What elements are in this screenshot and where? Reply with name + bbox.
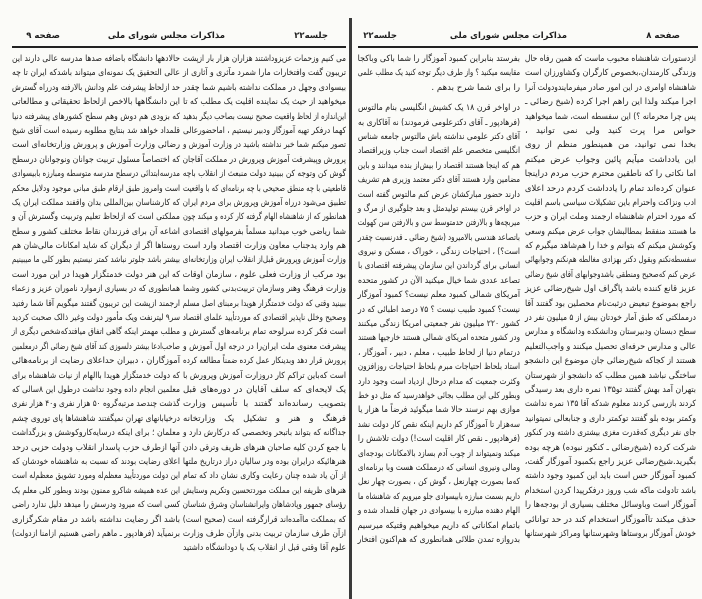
text-line: هستند از کجاکه شیخ‌رضائی جان موضوع این دانشجو <box>524 356 696 367</box>
text-line: است؟) ، احتیاجات زندگی ، خوراک ، مسکن و نیروی <box>358 247 520 258</box>
text-line: است وامروز طبق ارقام طبق مبانی موجود ودلایل محکم <box>11 183 180 194</box>
text-line: مقایسه میکنید ؟ واز طرف دیگر توجه کنید یک مطلب علمی <box>357 68 520 79</box>
text-line: عالی و مدارس حرفه‌ای تحصیل میکنند و واجب‌التعلیم <box>524 341 696 352</box>
text-line: علوم آقا وقتی قبل از انقلاب یک یا دودانشگاه داشتید <box>183 543 346 554</box>
right-page <box>352 0 702 599</box>
text-line: ساختگی نباشد همین مطلب که دانشجو از شهرستان <box>525 370 696 381</box>
text-line: سطح دبستان ودبیرستان ودانشکده ودانشگاه و مدارس <box>525 327 696 338</box>
text-line: که اختصاصاً مسئول تربیت جوانان ونوجوانان درسطح <box>11 154 181 165</box>
text-line: فرهنگ و هنر و تشکیل یک وزارتخانه <box>183 413 346 424</box>
text-line: تصاعد عددی شما خیال میکنید الآن در کشور متحده <box>357 275 520 286</box>
text-line: قاطعیتی با چه منطق صحیحی با چه برنامه‌ای که با واقعیت <box>183 183 346 194</box>
text-line: که بزودی هم دوش وهم سطح کشورهای پیشرفته دنیا <box>12 111 180 122</box>
text-line: بگیرید.شیخ‌رضائی عزیز راجع بکمبود آموزگار گفت، <box>524 456 696 467</box>
text-line: کهما درفکر تهیه آموزگار ودبیر نیستیم ، اماحضورعالی <box>183 125 346 136</box>
text-line: باتصاعد هندسی بالامیرود (شیخ رضائی ـ قدرنسبت چقدر <box>357 232 520 243</box>
text-line: است فکر کرده سرلوحه تمام برنامه‌های گسترش و <box>182 327 346 338</box>
text-line: پرورش قرار دهد وبدینکار عمل کرده ضمناً مطالعه کرده <box>183 356 346 367</box>
text-line: باتمام امکاناتی که داریم میخواهیم وقتیکه میرسیم <box>357 520 520 531</box>
text-line: هم که اینجا هستند اقتصاد را بیش‌از بنده میدانند و باین <box>357 160 520 171</box>
text-line: عزیز قانع کننده باشد پاگراف اول شیخ‌رضائی عزیز <box>525 284 696 295</box>
text-line: هنرهائیکه درایران بوده ودر سالیان دراز درتاریخ ملتها <box>182 456 346 467</box>
text-line: انگلیسی متخصص علم اقتصاد است جناب وزیراقتصاد <box>358 146 520 157</box>
text-line: شما ریاضی خوب میدانید مسلماً بفرمولهای اقتصادی <box>182 226 346 237</box>
text-line: مضامین وارد هستند آقای دکتر معتمد وزیری هم تشریف <box>357 175 520 186</box>
text-line: یک لایحه‌ای که سلف آقایان در دوره‌های قبل <box>183 384 346 395</box>
text-line: آنها ازطرف حزب پاسدار انقلاب ودولت حزبی درحد <box>12 442 180 453</box>
text-line: عالی التحقیق یک نمونه‌ای میتواند باشدکه ایران تا چه <box>12 68 180 79</box>
text-line: این یادداشت میآیم پائین وجواب عرض میکنم <box>525 154 696 165</box>
session-number: جلسه۲۲ <box>363 31 397 41</box>
text-line: که دولت خدمتگزار هویدا باالهام از نیات شاهنشاه برای <box>11 370 181 381</box>
text-line: بیشتر باشد جلوتر نباشد کمتر نیستیم بطور کلی ما میبینیم <box>12 255 180 266</box>
text-line: وبطور کلی این مطلب بجائی خواهدرسید که مثل دو خط <box>358 390 520 401</box>
text-line: ادب ونزاکت واحترام باین تشکیلات سیاسی باسم اقلیت <box>524 197 696 208</box>
text-line: وکثرت جمعیت که مدام درحال ازدیاد است وجود دارد <box>358 376 520 387</box>
header-title: مذاکرات مجلس شورای ملی <box>449 31 567 41</box>
text-line: بیسوادی وجهل در مملکت نداشته باشیم شما چقدر <box>183 82 346 93</box>
text-line: کسی است که میرود ودرسش را میدهد دلیل ندارد راضی <box>12 500 180 511</box>
text-line: تصور میکنم شما خبر نداشته باشید در وزارت آموزش و <box>183 140 346 151</box>
header-rule <box>12 46 346 48</box>
text-line: همانطوری که در بسیاری ازموارد ناموران عزیز و زعماء <box>11 284 180 295</box>
text-line: وزندگی کارمندان،بخصوص کارگران وکشاورزان است <box>525 68 696 79</box>
text-line: آموزگار است وباوسائل مختلف بسیاری از بودجه‌ها را <box>524 500 696 511</box>
text-line: پیشرفت معنوی ملت ایران‌را در درجه اول آموزش و <box>183 341 346 352</box>
text-line: پرورش وپیشرفت آموزش وپرورش در مملکت آقاجان <box>182 154 346 165</box>
text-line: ازدستورات شاهنشاه محبوب ماست که همین رفاه حال <box>524 54 696 64</box>
text-column <box>183 52 346 556</box>
text-line: اعلای رضایت بودند که نسبت به شاهنشاه خودشان که <box>12 456 180 467</box>
page-header <box>0 31 350 45</box>
text-line: بدروازه تمدن طلائی همانطوری که هم‌اکنون افتخار <box>357 534 520 545</box>
text-line: همانطور که از شاهنشاه الهام گرفته کار کرده و میکند چون <box>183 212 346 223</box>
text-line: قلمداد خواهد شد بنتایج مطلوبه رسیده است آقای شیخ <box>12 125 180 136</box>
page-number: صفحه ۹ <box>26 31 60 41</box>
text-line: آموزگاران ، دبیران حداعلای رضایت از برنامه‌هائی <box>11 356 181 367</box>
text-line: الهام دهنده مبارزه با بیسوادی در جهان قلمداد شده و <box>357 506 520 517</box>
text-line: (فرهادپور ـ نقص کار اقلیت است!) دولت تلاشش را <box>357 434 520 445</box>
text-line: صاحب‌ادعا بیشتر دلسوزی کند آقای شیخ رضائی اگر درمعلمین <box>12 341 180 352</box>
text-line: سه‌هزار تا آموزگار کم داریم اینکه نقص کار دولت نشد <box>357 419 520 430</box>
text-line: درتمام دنیا از لحاظ طبیب ، معلم ، دبیر ، آموزگار ، <box>358 347 520 358</box>
text-line: اما نکاتی را که ناطقین محترم حزب مردم دراینجا <box>524 169 696 180</box>
text-line: مملکتی است که ازلحاظ تعلیم وتربیت وگسترش آن و <box>12 212 180 223</box>
text-line: این‌اندازه از لحاظ واقعیت صحیح نیست بصاحب دیگر بدهید <box>182 111 346 122</box>
text-line: آقای دکتر علومی نداشته باش مالتوس جامعه شناس <box>357 131 520 142</box>
session-number: جلسه۲۲ <box>294 31 328 41</box>
text-line: روستاها اگر از دیگران که شاید امکانات مالی‌شان هم <box>11 241 181 252</box>
text-line: ازآن طرف سازمان تربیت بدنی وازآن طرف وزارت <box>182 528 346 539</box>
text-line: ببینید وقتی که دولت خدمتگزار هویدا برمبنای اصل مسلم <box>182 298 346 309</box>
text-line: پس چرا محرمانه ؟) این سفسطه است، شما میخواهید <box>525 111 696 122</box>
text-line: بود مرکب از وزارت فعلی علوم ، سازمان اوقات <box>182 269 346 280</box>
text-line: که این هنر دولت خدمتگزار هویدا در این مورد است <box>11 269 180 280</box>
text-line: عرض کنم که‌صحیح ومنطقی باشدوجوابهای آقای شیخ رضائی <box>525 269 696 280</box>
text-column <box>12 52 180 541</box>
page-number: صفحه ۸ <box>646 31 680 41</box>
text-line: ما هستند منفقط بمطالبشان جواب عرض میکنم وسعی <box>525 226 696 237</box>
text-line: درخیابانهای تهران نمیگفتند شاهنشاها پای توروی چشم <box>12 413 180 424</box>
text-line: در اواخر قرن ۱۸ یک کشیش انگلیسی بنام مالتوس <box>358 103 520 114</box>
text-line: معلمین انجام داده وجود نداشت درطول این ۸سالی که <box>12 384 181 395</box>
text-line: میخواهید از حیث یک نماینده اقلیت یک مطلب که تا <box>183 97 346 108</box>
text-line: نیست؟ کمبود طبیب نیست ؟ ۷۵ درصد اطبائی که در <box>358 304 520 315</box>
text-line: وکمتر بوده بلو گفتند توکمتر داری و جنابعالی نمیتوانید <box>524 413 696 424</box>
text-line: میکند ونمیتواند از چوب آدم بسازد بالامکانات بودجه‌ای <box>358 448 520 459</box>
text-line: هم وارد یدجناب معاون وزارت اقتصاد وارد است <box>183 241 346 252</box>
text-line: تریبون گفت وافتخارات مارا شمرد مآثری و آثاری از <box>182 68 346 79</box>
text-line: باشد تادولت ماکه شب وروز درفکرپیدا کردن استخدام <box>524 485 696 496</box>
text-line: عنوان کرده‌اند تمام را یادداشت کردم درحد اعلای <box>524 183 696 194</box>
text-line: استاد بلحاظ احتیاجات مبرم بلحاظ احتیاجات روزافزون <box>357 362 520 373</box>
text-line: ارجمند ازپشت این تریبون گفتند میگویم آقا شما رفتید <box>12 298 180 309</box>
text-line: این عده همیشه شاکرو ممنون بودند وبطور کلی معلم یک <box>11 485 180 496</box>
page-header <box>352 31 702 45</box>
text-line: وکوشش میکنم که بتوانم و خدا را هم‌شاهد میگیرم که <box>525 241 696 252</box>
text-line: خودش آموزگار بروستاها وشهرستانها ومراکز شهرستانها <box>524 528 696 539</box>
text-line: وصحیح وخلل ناپذیر اقتصادی که موردتأیید علمای اقتصاد <box>182 313 346 324</box>
text-line: مدرسه‌ابتدائی درسطح مدرسه متوسطه ومبارزه بابیسوادی <box>12 169 180 180</box>
text-line: وزارت آموزش وپرورش قبل‌از انقلاب ایران وزارتخانه‌ای <box>182 255 346 266</box>
text-column <box>525 52 696 541</box>
text-line: ودر کشور متحده امریکای شمالی هستند خارجیها هستند <box>358 333 520 344</box>
text-line: شرکت کرده (شیخ‌رضائی ـ کنکور نبوده) هرچه بوده <box>524 442 696 453</box>
text-line: بتهران آمد بهش گفتند تو۱۳۵ نمره داری بعد رسیدگی <box>524 384 696 395</box>
text-line: اشاعه آن برای فرزندان نقاط مختلف کشور و سطح <box>11 226 181 237</box>
text-line: (فرهادپور ـ آقای دکترعلومی فرمودند) نه آقاکاری به <box>358 117 520 128</box>
text-line: را برای شما شرح بدهم . <box>431 82 520 93</box>
text-line: با جمع کردن کلیه صاحبان هنرهای ظریف وترقی دادن <box>182 442 346 453</box>
text-line: حالادهها دانشگاه باضافه صدها مدرسه عالی دارند این <box>12 54 180 64</box>
text-line: حذف میکند تاآموزگار استخدام کند در حد توانائی <box>524 514 696 525</box>
text-line: حواس مرا پرت کنید ولی نمی توانید ، <box>525 125 696 136</box>
text-line: کشور ۲۲۰ میلیون نفر جمعیتی امریکا زندگی میکنند <box>357 319 520 330</box>
text-line: هنرهای ظریفه این مملکت موردتحسین وتکریم وستایش <box>183 485 346 496</box>
text-line: در اواخر قرن بیستم تولیدمثل و بعد جلوگیری از مرگ و <box>357 203 520 214</box>
text-line: است که‌باین تراکم کار دروزارت آموزش وپرورش با <box>182 370 346 381</box>
text-line: ومالی ونیروی انسانی که درمملکت هست وبا برنامه‌ای <box>357 462 520 473</box>
text-line: اجرا میکند ولذا این راهم اجرا کرده (شیخ رضائی ـ <box>524 97 696 108</box>
left-page <box>0 0 350 599</box>
text-line: سفسطه‌نکنم وبقول دکتر بهزادی مغالطه هم‌نکنم وجوابهائی <box>525 255 696 266</box>
text-line: گذشت چندصد مرتبه‌گروه ۵۰ هزار نفری و۴۰ هزار نفری <box>11 399 180 410</box>
text-line: کمبود آموزگار حس است باید این کمبود وجود داشته <box>524 471 696 482</box>
text-line: مطلب مهمتر اینکه گاهی اتفاق میافتدکه‌شخص دیگری از <box>11 327 181 338</box>
text-line: که کارشناسان بین‌المللی بدان واقفند مملکت ایران یک <box>11 197 180 208</box>
text-line: که‌ما بصورت چهارنعل ، گوش کن ، بصورت چهار نعل <box>358 477 520 488</box>
text-line: جداگانه که بتواند باتبحر وتخصصی که درکارش دارد و <box>183 428 346 439</box>
text-line: می کنیم وزحمات عزیزوداشتند هزاران هزار بار ازپشت <box>183 54 346 64</box>
text-line: انسانی برای گرداندن این سازمان پیشرفته اقتصادی با <box>358 261 520 272</box>
text-line: وزارت فرهنگ وهنر وسازمان تربیت‌بدنی کشور وشما <box>183 284 346 295</box>
text-line: جای نفر دیگری که‌قدرت مغزی بیشتری داشته ودر کنکور <box>525 428 696 439</box>
text-line: شاهنشاه اوامری در این امور صادر میفرمایندودولت آنرا <box>525 82 696 93</box>
header-title: مذاکرات مجلس شورای ملی <box>107 31 225 41</box>
text-line: باشد اگر رضایت نداشته باشد در مقام شکرگزاری <box>11 514 181 525</box>
text-line: رضائی وزارت آموزش و پرورش وزارتخانه‌ای است <box>12 140 180 151</box>
text-line: کردند بازرسی کردند معلوم شدکه آقا ۱۳۵ نمره نداشت <box>525 399 696 410</box>
text-line: درمملکتی که طبق آمار خودتان بیش از ۵ میلیون نفر در <box>524 313 696 324</box>
text-line: داریم بسمت مبارزه بابیسوادی جلو میرویم که شاهنشاه ما <box>358 491 520 502</box>
text-line: این دولت موردتأیید معظم‌له ومورد تشویق معظم‌له است <box>12 471 180 482</box>
text-line: بخدا نمی توانید، من همینطور منظم از روی <box>525 140 696 151</box>
text-line: بتصویب رسانده‌اند گفتند با تأسیس وزارت <box>183 399 346 410</box>
text-line: گوش کن وتوجه کن ببینید دولت منبعث از انقلاب باچه <box>182 169 346 180</box>
header-rule <box>358 46 698 48</box>
text-line: تطبیق می‌شود درراه آموزش وپرورش برای مردم ایران <box>182 197 346 208</box>
text-line: رؤسای جمهور وپادشاهان وایرانشناسان وشرق شناسان <box>182 500 346 511</box>
text-line: بفرستد بنابراین کمبود آموزگار را شما باکی وباکجا <box>357 54 520 64</box>
text-line: حد ازلحاظ پیشرفت علم ودانش بالارفته ودرراه گسترش <box>12 82 180 93</box>
text-line: سر۹ لیترنفت ویک مأمور دولت وغیر ذالک صحبت کردید <box>12 313 180 324</box>
text-line: آمریکای شمالی کمبود معلم نیست؟ کمبود آموزگار <box>357 290 520 301</box>
text-line: که مورد احترام شاهنشاه ارجمند وملت ایران و حزب <box>525 212 696 223</box>
text-line: از آن یاد شده چنان رعایت وکاری نشان داد که تمام <box>183 471 346 482</box>
text-line: این دانشگاهها بالاخص ازلحاظ تحقیقاتی و مطالعاتی <box>11 97 181 108</box>
text-line: معلمان ؛ برای اینکه درسایه‌کاروکوشش و بزرگداشت <box>11 428 180 439</box>
text-line: که بمملکت ماآمده‌اند قرارگرفته است (صحیح است) <box>182 514 346 525</box>
text-column <box>358 52 520 547</box>
text-line: دارند حضور مبارکشان عرض کنم مالتوس گفته است <box>357 189 520 200</box>
text-line: برنمیآید (فرهادپور ـ ماهم راضی هستیم ازامنا ازدولت) <box>12 528 180 539</box>
text-line: راجع بموضوع تبعیض درثبت‌نام محصلین بود گفتند آقا <box>525 298 696 309</box>
text-line: موازی بهم نرسند حالا شما میگوئید فرضاً ما هزار یا <box>358 405 520 416</box>
text-line: میربچه‌ها و بالارفتن حدمتوسط سن و بالارفتن سن کهولت <box>357 218 520 229</box>
